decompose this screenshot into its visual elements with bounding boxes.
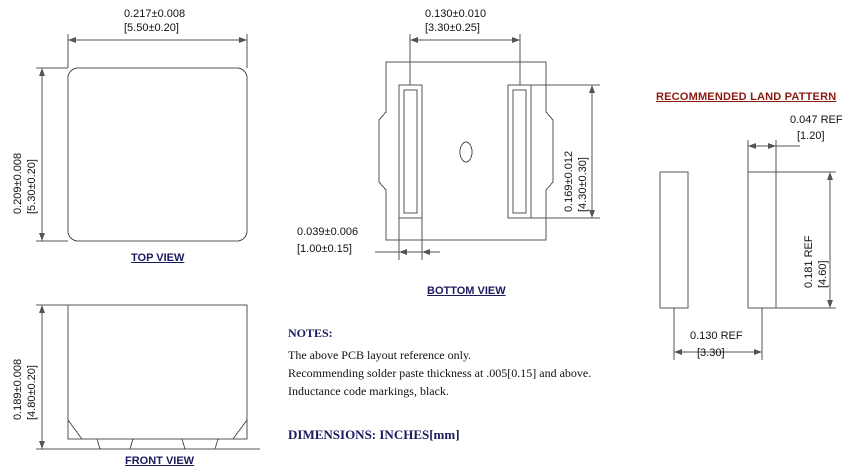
notes-line-1: The above PCB layout reference only. — [288, 348, 472, 362]
land-pattern-title: RECOMMENDED LAND PATTERN — [656, 91, 837, 103]
bottom-view-pad-height-mm: [4.30±0.30] — [577, 157, 589, 212]
notes-title: NOTES: — [288, 326, 333, 340]
bottom-view-pad-width-inch: 0.039±0.006 — [297, 226, 359, 238]
bottom-view-pad-right — [508, 85, 531, 218]
land-pad-height-inch: 0.181 REF — [803, 235, 815, 288]
front-view-height-mm: [4.80±0.20] — [26, 365, 38, 420]
bottom-view-title: BOTTOM VIEW — [427, 285, 506, 297]
top-view-width-inch: 0.217±0.008 — [124, 8, 186, 20]
polarity-marking — [460, 142, 472, 162]
top-view-title: TOP VIEW — [131, 252, 185, 264]
land-pad-left — [660, 172, 688, 308]
dimensions-units-note: DIMENSIONS: INCHES[mm] — [288, 427, 460, 442]
bottom-view-pad-height-inch: 0.169±0.012 — [563, 150, 575, 212]
bottom-view-pad-width-mm: [1.00±0.15] — [297, 243, 352, 255]
land-pad-height-mm: [4.60] — [817, 260, 829, 288]
land-pad-width-inch: 0.047 REF — [790, 114, 843, 126]
land-pad-width-mm: [1.20] — [797, 130, 825, 142]
top-view-body — [68, 68, 247, 241]
notes-line-2: Recommending solder paste thickness at .005[0.15] and above. — [288, 366, 592, 380]
top-view-height-inch: 0.209±0.008 — [12, 152, 24, 214]
front-view-height-inch: 0.189±0.008 — [12, 358, 24, 420]
bottom-view-span-inch: 0.130±0.010 — [425, 8, 487, 20]
land-pad-gap-mm: [3.30] — [697, 347, 725, 359]
bottom-view-span-mm: [3.30±0.25] — [425, 22, 480, 34]
top-view-height-mm: [5.30±0.20] — [26, 159, 38, 214]
top-view-width-mm: [5.50±0.20] — [124, 22, 179, 34]
bottom-view-pad-left — [399, 85, 422, 218]
land-pad-right — [748, 172, 776, 308]
notes-line-3: Inductance code markings, black. — [288, 384, 449, 398]
front-view-title: FRONT VIEW — [125, 455, 195, 467]
land-pad-gap-inch: 0.130 REF — [690, 330, 743, 342]
front-view-body — [68, 305, 247, 439]
